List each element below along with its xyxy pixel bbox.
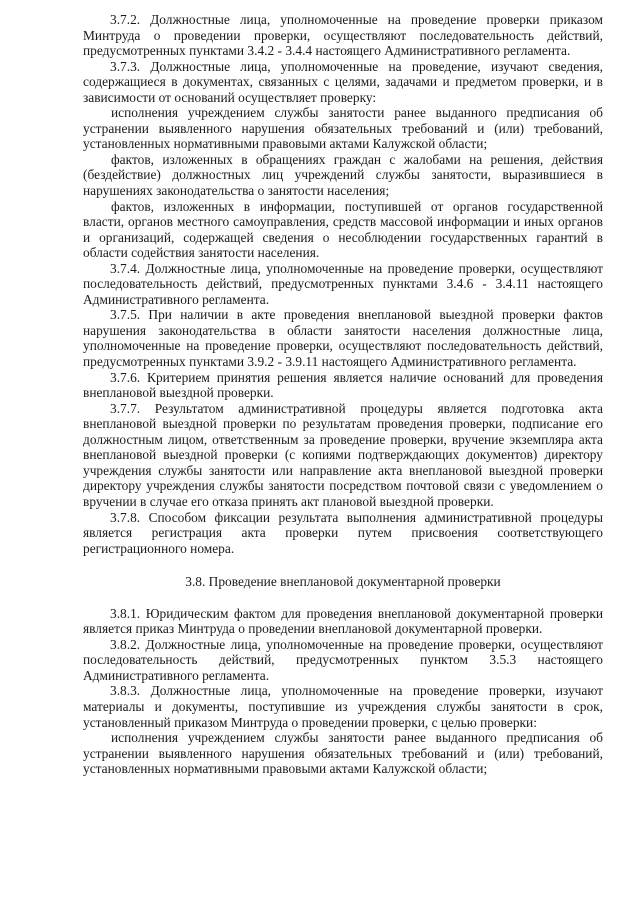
section-heading: 3.8. Проведение внеплановой документарной проверки — [185, 574, 501, 590]
paragraph-3-7-6: 3.7.6. Критерием принятия решения является наличие оснований для проведения внеплановой выездной проверки. — [83, 369, 603, 401]
paragraph-3-7-5: 3.7.5. При наличии в акте проведения внеплановой выездной проверки фактов нарушения законодательства в области занятости населения должностные лица, уполномоченные на проведение проверки, осуществляют последовательность действий, предусмотренных пунктами 3.9.2 - 3.9.11 настоящего Административного регламента. — [83, 307, 603, 370]
paragraph-3-8-1: 3.8.1. Юридическим фактом для проведения внеплановой документарной проверки является приказ Минтруда о проведении внеплановой документарной проверки. — [83, 605, 603, 637]
paragraph-3-7-7: 3.7.7. Результатом административной процедуры является подготовка акта внеплановой выездной проверки по результатам проведения проверки, подписание его должностным лицом, ответственным за проведение проверки, вручение экземпляра акта внеплановой выездной проверки (с копиями подтверждающих документов) директору учреждения службы занятости или направление акта внеплановой выездной проверки директору учреждения службы занятости посредством почтовой связи с уведомлением о вручении в случае его отказа принять акт плановой выездной проверки. — [83, 400, 603, 509]
paragraph-3-7-8: 3.7.8. Способом фиксации результата выполнения административной процедуры является регистрация акта проверки путем присвоения соответствующего регистрационного номера. — [83, 509, 603, 556]
paragraph-item-information: фактов, изложенных в информации, поступившей от органов государственной власти, органов местного самоуправления, средств массовой информации и иных органов и организаций, содержащей сведения о несоблюдении государственных гарантий в области содействия занятости населения. — [83, 198, 603, 261]
paragraph-3-8-3: 3.8.3. Должностные лица, уполномоченные на проведение проверки, изучают материалы и документы, поступившие из учреждения службы занятости в срок, установленный приказом Минтруда о проведении проверки, с целью проверки: — [83, 683, 603, 730]
paragraph-3-8-2: 3.8.2. Должностные лица, уполномоченные на проведение проверки, осуществляют последовательность действий, предусмотренных пунктом 3.5.3 настоящего Административного регламента. — [83, 636, 603, 683]
paragraph-item-prescription: исполнения учреждением службы занятости ранее выданного предписания об устранении выявленного нарушения обязательных требований и (или) требований, установленных нормативными правовыми актами Калужской области; — [83, 105, 603, 152]
paragraph-3-7-3: 3.7.3. Должностные лица, уполномоченные на проведение, изучают сведения, содержащиеся в документах, связанных с целями, задачами и предметом проверки, и в зависимости от оснований осуществляет проверку: — [83, 58, 603, 105]
paragraph-3-7-4: 3.7.4. Должностные лица, уполномоченные на проведение проверки, осуществляют последовательность действий, предусмотренных пунктами 3.4.6 - 3.4.11 настоящего Административного регламента. — [83, 260, 603, 307]
paragraph-item-complaints: фактов, изложенных в обращениях граждан с жалобами на решения, действия (бездействие) должностных лиц учреждений службы занятости, выразившиеся в нарушениях законодательства о занятости населения; — [83, 151, 603, 199]
paragraph-3-7-2: 3.7.2. Должностные лица, уполномоченные на проведение проверки приказом Минтруда о проведении проверки, осуществляют последовательность действий, предусмотренных пунктами 3.4.2 - 3.4.4 настоящего Административного регламента. — [83, 12, 603, 59]
paragraph-item-prescription-2: исполнения учреждением службы занятости ранее выданного предписания об устранении выявленного нарушения обязательных требований и (или) требований, установленных нормативными правовыми актами Калужской области; — [83, 730, 603, 777]
